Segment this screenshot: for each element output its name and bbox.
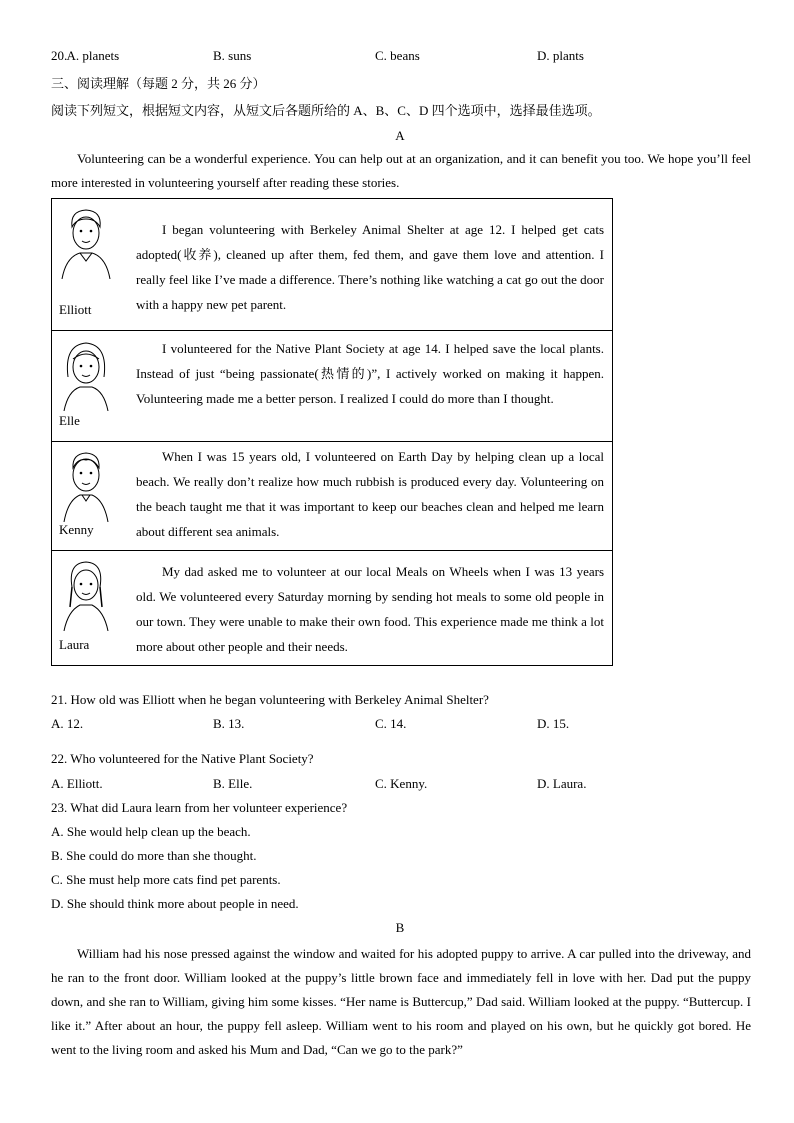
girl-portrait-icon xyxy=(58,337,116,411)
story-text-kenny: When I was 15 years old, I volunteered on Earth Day by helping clean up a local beach. We really don’t realize how much rubbish is produced every day. Volunteering on the beach taught me that it was important to keep our beaches clean and helped me learn about different sea animals. xyxy=(136,449,604,539)
passage-a-intro: Volunteering can be a wonderful experience. You can help out at an organization, and it can benefit you too. We hope you’ll feel more interested in volunteering yourself after reading these stories. xyxy=(51,151,751,190)
q21-question: 21. How old was Elliott when he began volunteering with Berkeley Animal Shelter? xyxy=(51,692,489,707)
q23-question: 23. What did Laura learn from her volunteer experience? xyxy=(51,800,348,815)
q22-question: 22. Who volunteered for the Native Plant Society? xyxy=(51,751,314,766)
q23-option-d: D. She should think more about people in need. xyxy=(51,896,299,911)
q23-option-a: A. She would help clean up the beach. xyxy=(51,824,251,839)
q21-option-b: B. 13. xyxy=(213,716,245,731)
boy-portrait-icon xyxy=(58,448,116,522)
story-text-elliott: I began volunteering with Berkeley Animal Shelter at age 12. I helped get cats adopted(收养), cleaned up after them, fed them, and gave them love and attention. I really feel like I’ve made a difference. There’s nothing like watching a cat go out the door with a happy new pet parent. xyxy=(136,222,604,312)
q22-option-a: A. Elliott. xyxy=(51,776,103,791)
person-name-laura: Laura xyxy=(59,637,90,652)
q21-option-c: C. 14. xyxy=(375,716,407,731)
q20-option-a: A. planets xyxy=(66,48,120,63)
person-name-elle: Elle xyxy=(59,413,80,428)
q22-option-b: B. Elle. xyxy=(213,776,253,791)
volunteer-stories-table xyxy=(51,198,613,666)
q23-option-b: B. She could do more than she thought. xyxy=(51,848,257,863)
passage-b-text: William had his nose pressed against the window and waited for his adopted puppy to arrive. A car pulled into the driveway, and he ran to the front door. William looked at the puppy’s little brown face and immediately fell in love with her. Dad put the puppy down, and she ran to William, giving him some kisses. “Her name is Buttercup,” Dad said. William looked at the puppy. “Buttercup. I like it.” After about an hour, the puppy fell asleep. William went to his room and played on his own, but he quickly got bored. He went to the living room and asked his Mum and Dad, “Can we go to the park?” xyxy=(51,946,751,1057)
q22-option-d: D. Laura. xyxy=(537,776,587,791)
q20-option-d: D. plants xyxy=(537,48,584,63)
story-row-elliott xyxy=(52,199,613,331)
q20-option-b: B. suns xyxy=(213,48,252,63)
boy-portrait-icon xyxy=(58,205,116,279)
passage-b-label: B xyxy=(395,920,405,935)
story-text-laura: My dad asked me to volunteer at our local Meals on Wheels when I was 13 years old. We volunteered every Saturday morning by sending hot meals to some old people in our town. They were unable to make their own food. This experience made me think a lot more about other people and their needs. xyxy=(136,564,604,654)
person-name-elliott: Elliott xyxy=(59,302,92,317)
passage-a-label: A xyxy=(395,128,405,143)
section-title: 三、阅读理解（每题 2 分，共 26 分） xyxy=(51,76,266,91)
story-row-laura xyxy=(52,551,613,666)
story-row-elle xyxy=(52,331,613,442)
story-text-elle: I volunteered for the Native Plant Society at age 14. I helped save the local plants. Instead of just “being passionate(热情的)”, I actively worked on making it happen. Volunteering made me a better person. I realized I could do more than I thought. xyxy=(136,341,604,406)
q21-option-a: A. 12. xyxy=(51,716,84,731)
q23-option-c: C. She must help more cats find pet parents. xyxy=(51,872,281,887)
person-name-kenny: Kenny xyxy=(59,522,94,537)
story-row-kenny xyxy=(52,442,613,551)
q20-option-c: C. beans xyxy=(375,48,420,63)
q20-number: 20. A. planets xyxy=(51,48,120,63)
girl-braids-portrait-icon xyxy=(58,557,116,631)
q22-option-c: C. Kenny. xyxy=(375,776,428,791)
q21-option-d: D. 15. xyxy=(537,716,570,731)
section-instruction: 阅读下列短文，根据短文内容，从短文后各题所给的 A、B、C、D 四个选项中，选择最佳选项。 xyxy=(51,103,601,118)
